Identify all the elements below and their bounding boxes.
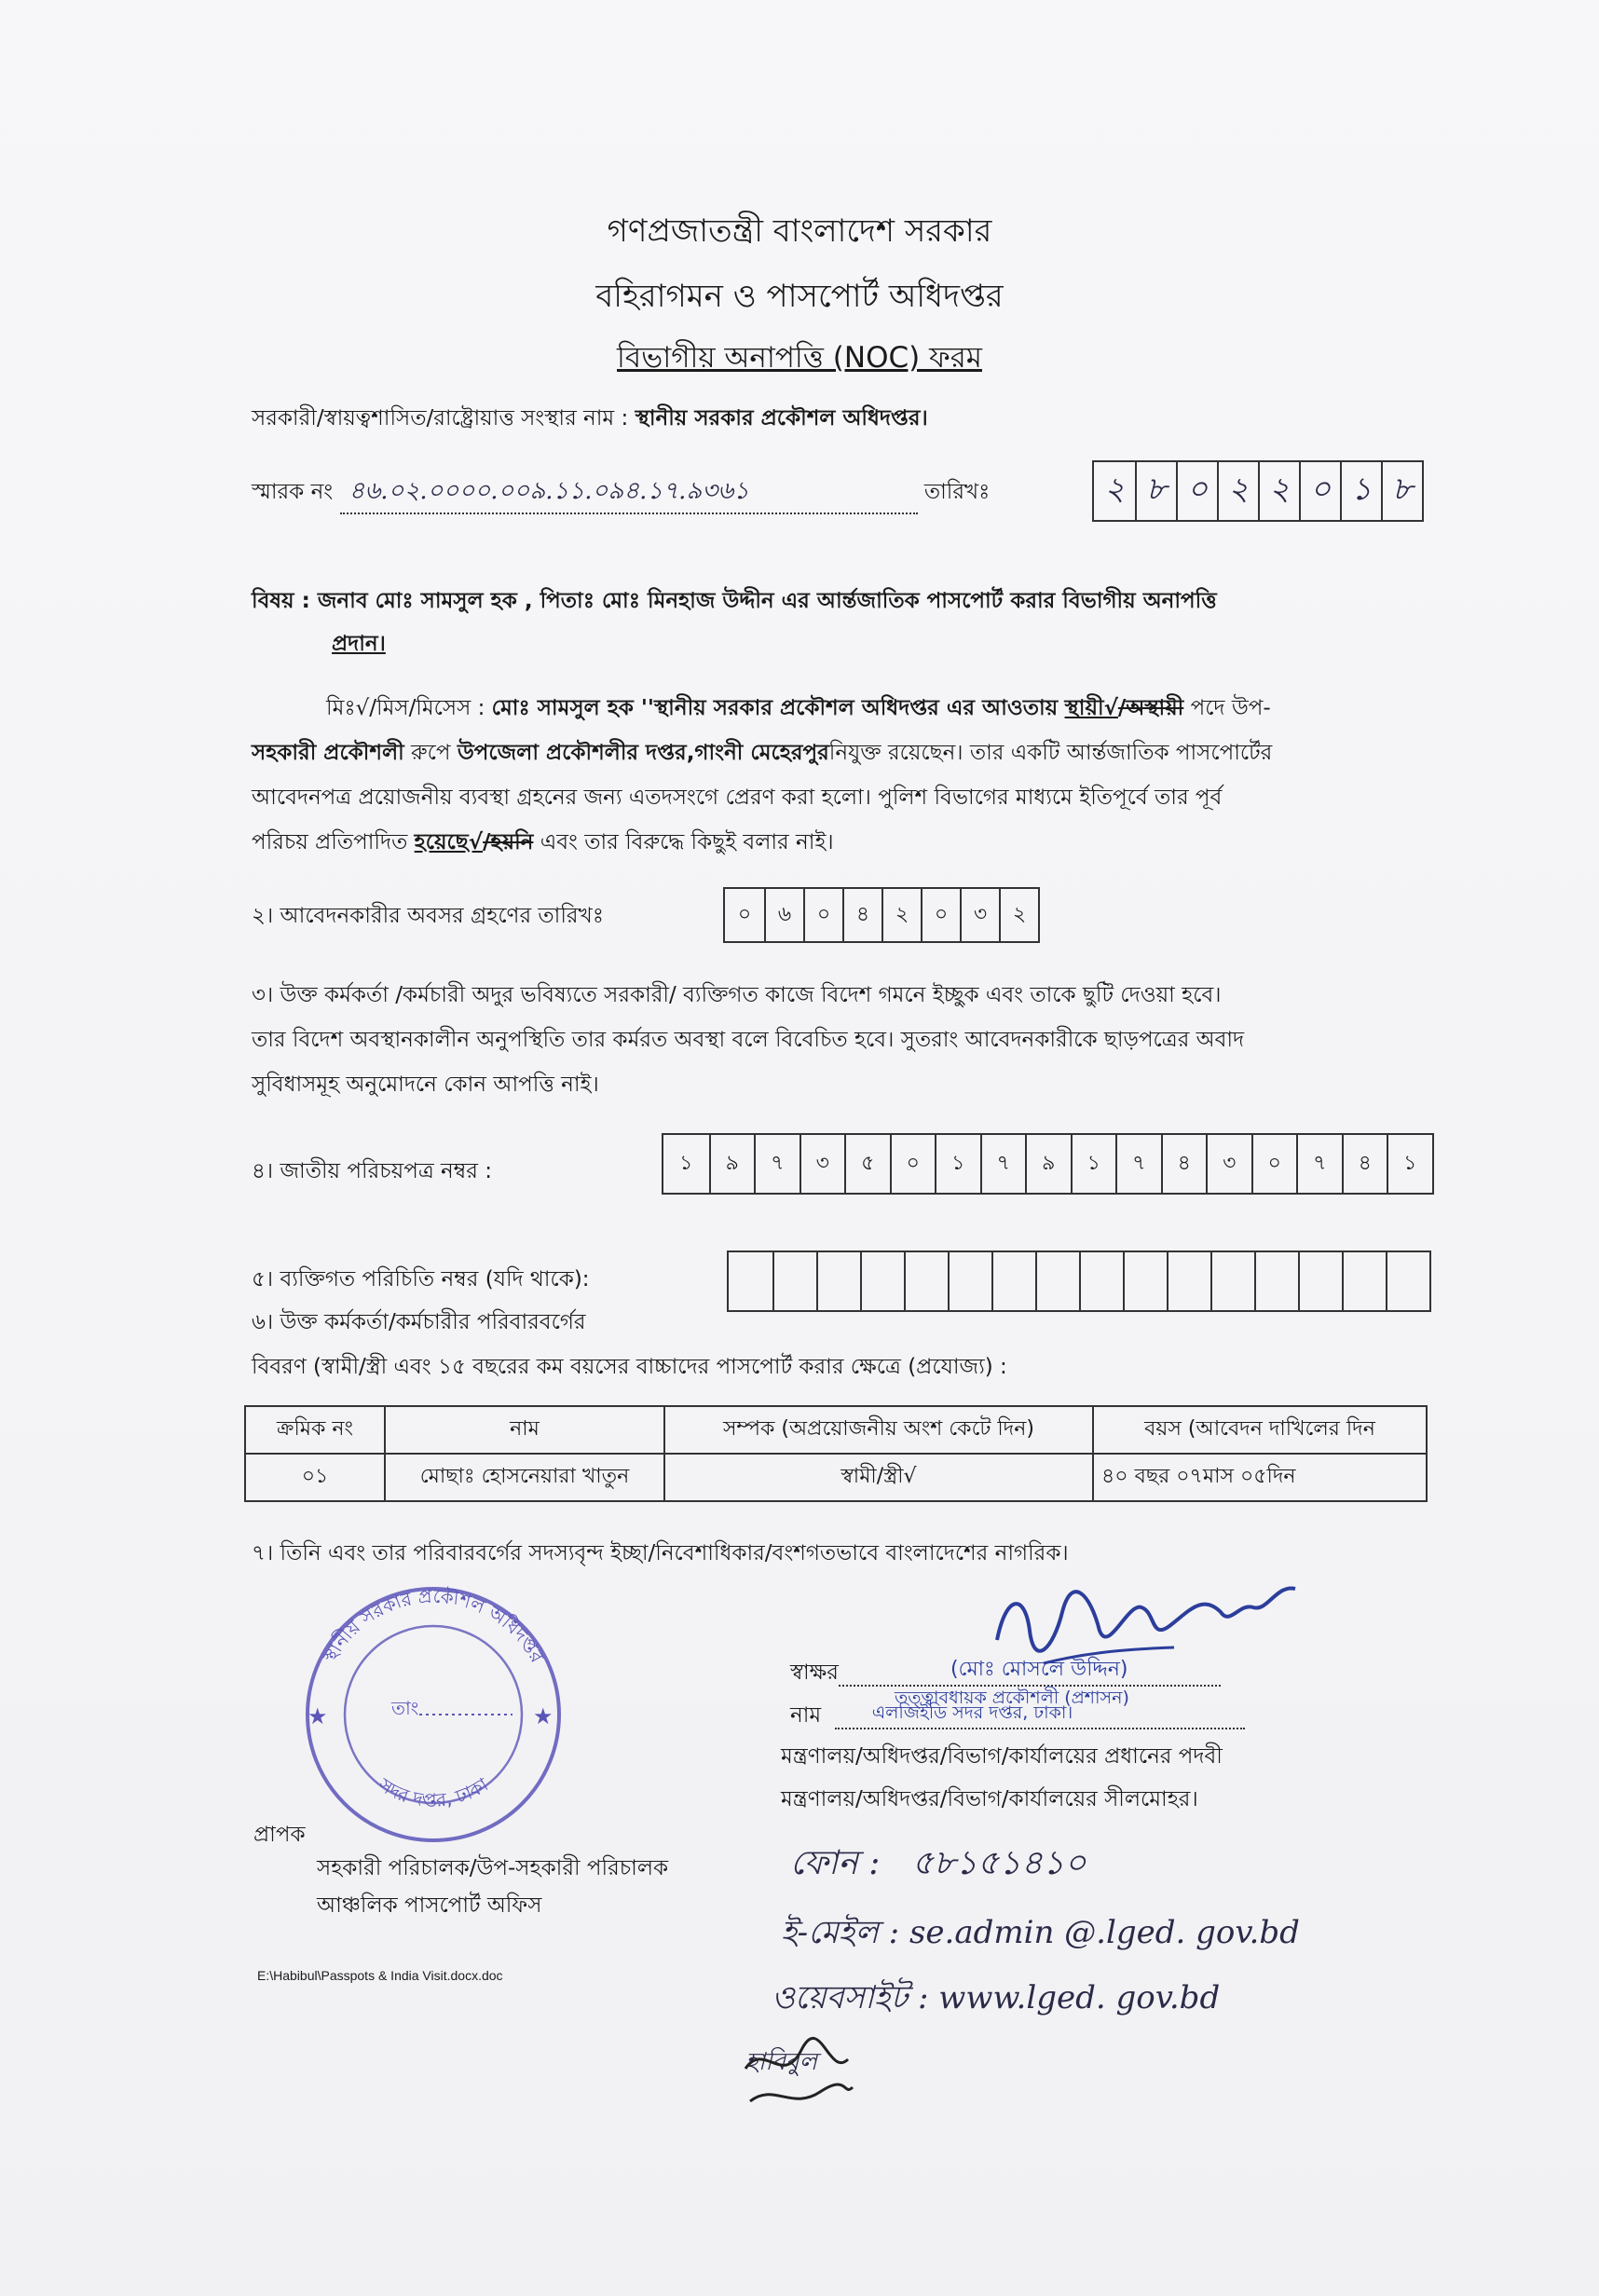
name-stamp: (মোঃ মোসলে উদ্দিন) — [950, 1658, 1128, 1681]
nid-digit: ৪ — [1161, 1135, 1207, 1193]
nid-digit: ৭ — [980, 1135, 1026, 1193]
nid-digit: ০ — [890, 1135, 936, 1193]
family-table — [244, 1405, 1428, 1502]
memo-label: স্মারক নং — [252, 480, 334, 504]
nid-digit: ৭ — [1296, 1135, 1342, 1193]
seal-star-icon: ★ — [533, 1703, 554, 1729]
retirement-digit: ২ — [999, 889, 1038, 941]
retirement-digit: ০ — [921, 889, 960, 941]
date-digit: ১ — [1340, 462, 1381, 520]
subject-row — [252, 583, 1217, 620]
not-verified-option: /হয়নি — [483, 830, 534, 854]
item3-paragraph: ৩। উক্ত কর্মকর্তা /কর্মচারী অদুর ভবিষ্যতে সরকারী/ ব্যক্তিগত কাজে বিদেশ গমনে ইচ্ছুক এবং তাকে ছুটি দেওয়া হবে। তার বিদেশ অবস্থানকালীন অনুপস্থিতি তার কর্মরত অবস্থা বলে বিবেচিত হবে। সুতরাং আবেদনকারীকে ছাড়পত্রের অবাদ সুবিধাসমূহ অনুমোদনে কোন আপত্তি নাই। — [252, 983, 1245, 1097]
nid-digit: ৫ — [844, 1135, 890, 1193]
retirement-digit: ০ — [803, 889, 842, 941]
table-row: ০১ মোছাঃ হোসনেয়ারা খাতুন স্বামী/স্ত্রী√ ৪০ বছর ০৭মাস ০৫দিন — [245, 1454, 1427, 1501]
citizenship-statement: ৭। তিনি এবং তার পরিবারবর্গের সদস্যবৃন্দ ইচ্ছা/নিবেশাধিকার/বংশগতভাবে বাংলাদেশের নাগরিক। — [252, 1541, 1069, 1565]
retirement-date-boxes — [723, 887, 1040, 943]
recipient-line1: সহকারী পরিচালক/উপ-সহকারী পরিচালক — [317, 1856, 669, 1880]
office-seal — [280, 1575, 587, 1845]
seal-center-text: তাং — [391, 1697, 419, 1719]
personal-id-cell — [991, 1252, 1035, 1310]
seal-label: মন্ত্রণালয়/অধিদপ্তর/বিভাগ/কার্যালয়ের সীলমোহর। — [781, 1787, 1198, 1811]
nid-digit: ৭ — [1115, 1135, 1161, 1193]
retirement-digit: ৪ — [842, 889, 882, 941]
subject-line2: প্রদান। — [332, 632, 386, 656]
website-address: www.lged. gov.bd — [938, 1979, 1221, 2016]
date-digit: ৮ — [1135, 462, 1176, 520]
personal-id-cell — [1342, 1252, 1386, 1310]
dept-title: বহিরাগমন ও পাসপোর্ট অধিদপ্তর — [595, 278, 1004, 315]
org-value: স্থানীয় সরকার প্রকৌশল অধিদপ্তর। — [635, 406, 928, 430]
family-desc: বিবরণ (স্বামী/স্ত্রী এবং ১৫ বছরের কম বয়সের বাচ্চাদের পাসপোর্ট করার ক্ষেত্রে (প্রযোজ্য) : — [252, 1355, 1007, 1379]
personal-id-cell — [1123, 1252, 1167, 1310]
title-options: মিঃ√/মিস/মিসেস : — [326, 696, 485, 720]
sign-row: স্বাক্ষর (মোঃ মোসলে উদ্দিন) — [790, 1655, 1221, 1691]
email-row: ই-মেইল : se.admin @.lged. gov.bd — [781, 1914, 1300, 1951]
gov-title: গণপ্রজাতন্ত্রী বাংলাদেশ সরকার — [607, 212, 992, 250]
date-digit: ৮ — [1381, 462, 1422, 520]
date-digit: ০ — [1176, 462, 1217, 520]
personal-id-label: ৫। ব্যক্তিগত পরিচিতি নম্বর (যদি থাকে): — [252, 1267, 590, 1292]
retirement-digit: ৬ — [764, 889, 803, 941]
personal-id-cell — [860, 1252, 904, 1310]
nid-digit: ০ — [1251, 1135, 1297, 1193]
name-row: নাম এলজিইডি সদর দপ্তর, ঢাকা। — [790, 1698, 1245, 1734]
designation-stamp: তত্ত্বাবধায়ক প্রকৌশলী (প্রশাসন) — [895, 1688, 1129, 1708]
nid-digit: ১ — [1387, 1135, 1432, 1193]
org-label: সরকারী/স্বায়ত্বশাসিত/রাষ্ট্রোয়াত্ত সংস্থার নাম : — [252, 406, 629, 430]
personal-id-boxes — [727, 1250, 1431, 1312]
personal-id-cell — [772, 1252, 816, 1310]
nid-label: ৪। জাতীয় পরিচয়পত্র নম্বর : — [252, 1159, 493, 1183]
nid-digit: ৪ — [1342, 1135, 1387, 1193]
seal-text: স্থানীয় সরকার প্রকৌশল অধিদপ্তর — [318, 1584, 549, 1667]
personal-id-cell — [948, 1252, 991, 1310]
family-label: ৬। উক্ত কর্মকর্তা/কর্মচারীর পরিবারবর্গের — [252, 1310, 586, 1334]
personal-id-cell — [1079, 1252, 1123, 1310]
nid-digit: ১ — [679, 1151, 693, 1175]
memo-row — [252, 472, 990, 514]
website-row: ওয়েবসাইট : www.lged. gov.bd — [772, 1979, 1221, 2016]
date-digit: ০ — [1299, 462, 1340, 520]
personal-id-cell — [1035, 1252, 1079, 1310]
body-line3: আবেদনপত্র প্রয়োজনীয় ব্যবস্থা গ্রহনের জন্য এতদসংগে প্রেরণ করা হলো। পুলিশ বিভাগের মাধ্যমে ইতিপূর্বে তার পূর্ব — [252, 786, 1223, 810]
temporary-option: /অস্থায়ী — [1117, 696, 1184, 720]
memo-date-boxes — [1092, 460, 1424, 522]
svg-text:সদর দপ্তর, ঢাকা — [374, 1772, 493, 1811]
personal-id-cell — [729, 1252, 772, 1310]
seal-star-left-icon: ★ — [308, 1703, 328, 1729]
verified-option: হয়েছে√ — [414, 830, 484, 854]
nid-digit: ৯ — [709, 1135, 755, 1193]
personal-id-cell — [904, 1252, 948, 1310]
org-row — [252, 401, 928, 437]
recipient-line2: আঞ্চলিক পাসপোর্ট অফিস — [317, 1893, 542, 1918]
file-path: E:\Habibul\Passpots & India Visit.docx.doc — [257, 1968, 503, 1983]
nid-digit: ৩ — [800, 1135, 845, 1193]
subject-label: বিষয় : — [252, 589, 310, 613]
date-digit: ২ — [1103, 470, 1126, 508]
permanent-option: স্থায়ী√ — [1064, 696, 1118, 720]
nid-boxes — [662, 1133, 1434, 1195]
memo-number: ৪৬.০২.০০০০.০০৯.১১.০৯৪.১৭.৯৩৬১ — [340, 472, 918, 514]
nid-digit: ৭ — [754, 1135, 800, 1193]
nid-digit: ১ — [1071, 1135, 1116, 1193]
form-title: বিভাগীয় অনাপত্তি (NOC) ফরম — [617, 341, 982, 375]
recipient-label: প্রাপক — [253, 1823, 306, 1847]
retirement-digit: ৩ — [960, 889, 999, 941]
date-digit: ২ — [1258, 462, 1299, 520]
initials-scribble-icon — [736, 2031, 857, 2115]
retirement-digit: ২ — [882, 889, 921, 941]
retirement-label: ২। আবেদনকারীর অবসর গ্রহণের তারিখঃ — [252, 904, 604, 928]
initials-mark: হাবিবুল — [745, 2048, 817, 2076]
office-stamp: এলজিইডি সদর দপ্তর, ঢাকা। — [871, 1702, 1073, 1723]
subject-line1: জনাব মোঃ সামসুল হক , পিতাঃ মোঃ মিনহাজ উদ্দীন এর আর্ন্তজাতিক পাসপোর্ট করার বিভাগীয় অনাপত্তি — [317, 589, 1217, 613]
personal-id-cell — [1254, 1252, 1298, 1310]
personal-id-cell — [816, 1252, 860, 1310]
family-table-header: ক্রমিক নং নাম সম্পক (অপ্রয়োজনীয় অংশ কেটে দিন) বয়স (আবেদন দাখিলের দিন — [245, 1406, 1427, 1454]
nid-digit: ১ — [935, 1135, 980, 1193]
nid-digit: ৩ — [1206, 1135, 1251, 1193]
memo-date-label: তারিখঃ — [923, 480, 991, 504]
retirement-digit: ০ — [737, 902, 752, 926]
seal-bottom-text: সদর দপ্তর, ঢাকা — [375, 1772, 492, 1812]
email-address: se.admin @.lged. gov.bd — [909, 1914, 1300, 1951]
date-digit: ২ — [1217, 462, 1258, 520]
phone-row: ফোন : ৫৮১৫১৪১০ — [790, 1844, 1086, 1882]
body-paragraph: মিঃ√/মিস/মিসেস : মোঃ সামসুল হক ''স্থানীয় সরকার প্রকৌশল অধিদপ্তর এর আওতায় স্থায়ী√/অস্থায়ী পদে উপ- সহকারী প্রকৌশলী রুপে উপজেলা প্রকৌশলীর দপ্তর,গাংনী মেহেরপুরনিযুক্ত রয়েছেন। তার একটি আর্ন্তজাতিক পাসপোর্টের আবেদনপত্র প্রয়োজনীয় ব্যবস্থা গ্রহনের জন্য এতদসংগে প্রেরণ করা হলো। পুলিশ বিভাগের মাধ্যমে ইতিপূর্বে তার পূর্ব পরিচয় প্রতিপাদিত হয়েছে√/হয়নি এবং তার বিরুদ্ধে কিছুই বলার নাই। — [252, 686, 1433, 865]
employee-office: উপজেলা প্রকৌশলীর দপ্তর,গাংনী মেহেরপুর — [457, 741, 829, 765]
personal-id-cell — [1167, 1252, 1210, 1310]
nid-digit: ৯ — [1025, 1135, 1071, 1193]
personal-id-cell — [1298, 1252, 1342, 1310]
personal-id-cell — [1210, 1252, 1254, 1310]
employee-name: মোঃ সামসুল হক ''স্থানীয় সরকার প্রকৌশল অধিদপ্তর এর আওতায় — [491, 696, 1059, 720]
head-designation: মন্ত্রণালয়/অধিদপ্তর/বিভাগ/কার্যালয়ের প্রধানের পদবী — [781, 1744, 1223, 1769]
phone-number: ৫৮১৫১৪১০ — [911, 1844, 1086, 1882]
personal-id-cell — [1386, 1252, 1429, 1310]
employee-post: সহকারী প্রকৌশলী — [252, 741, 404, 765]
